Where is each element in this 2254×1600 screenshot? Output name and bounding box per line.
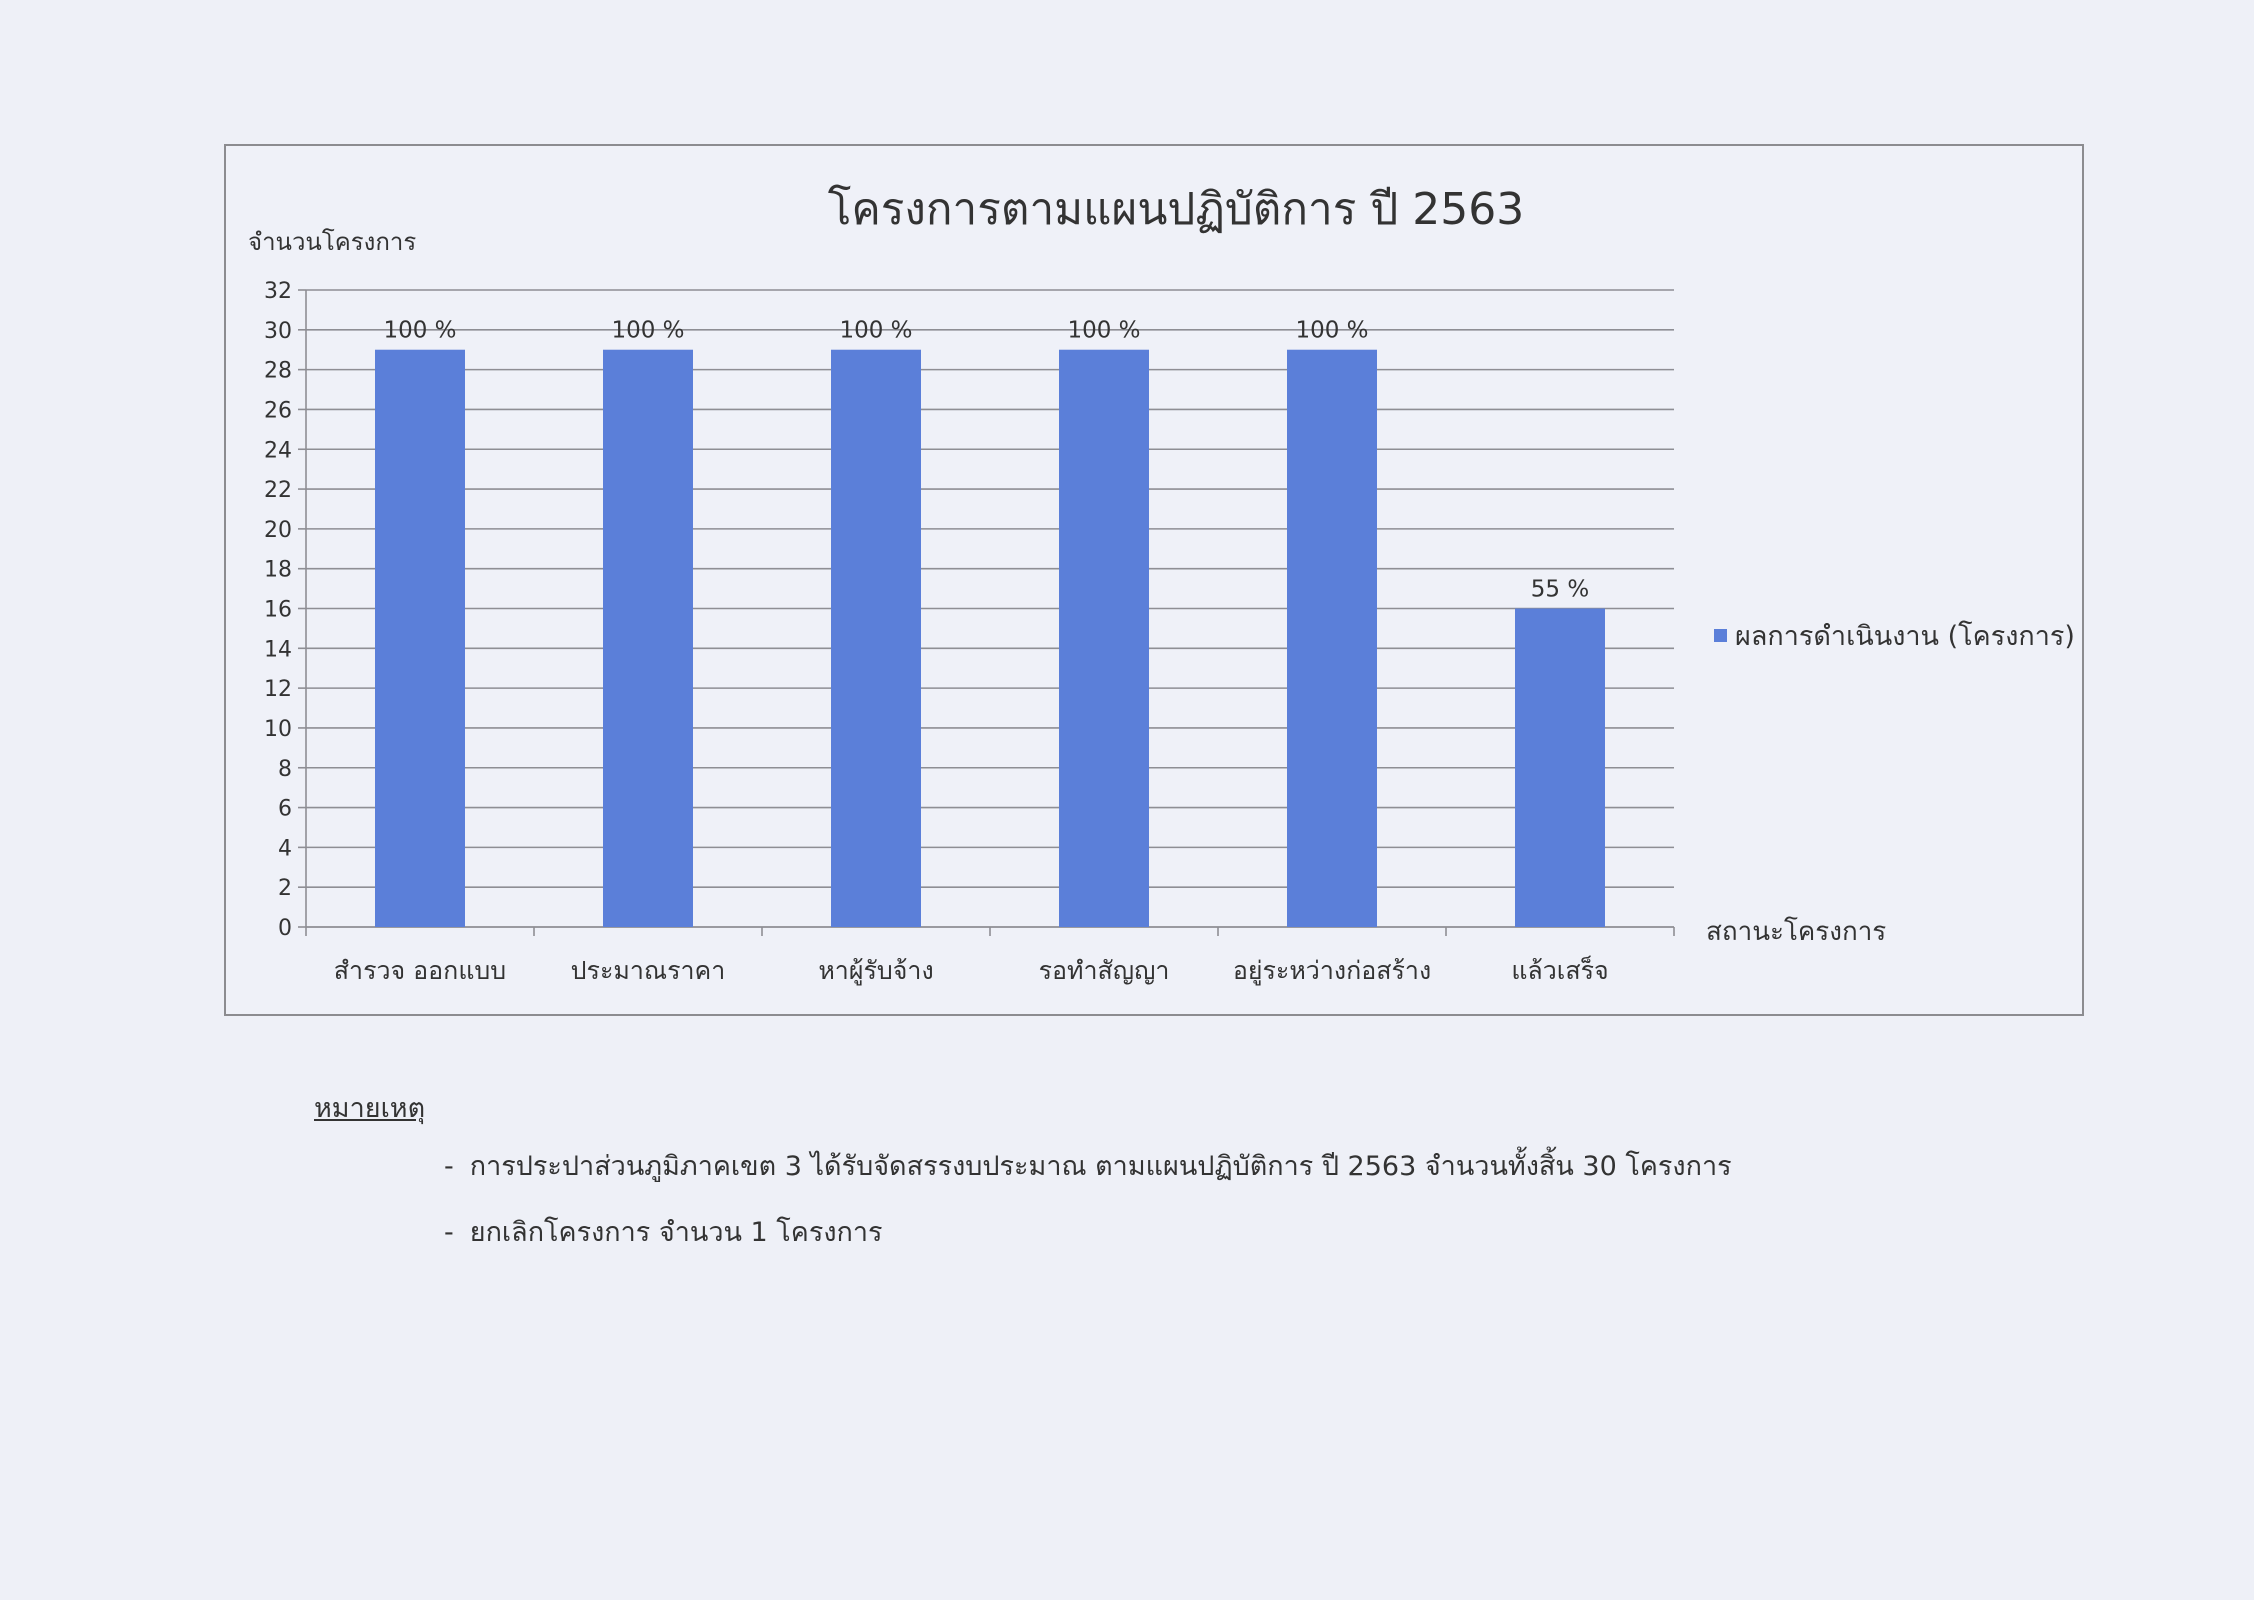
y-tick-label: 4 [278, 836, 292, 862]
data-label: 55 % [1530, 576, 1590, 603]
chart-title: โครงการตามแผนปฏิบัติการ ปี 2563 [827, 184, 1525, 235]
note-item [444, 1144, 1732, 1187]
bar [1287, 350, 1377, 927]
y-tick-label: 30 [264, 318, 292, 344]
y-tick-label: 22 [264, 478, 292, 504]
chart-legend [1714, 614, 2075, 657]
data-label: 100 % [1295, 317, 1369, 344]
y-tick-label: 14 [264, 637, 292, 663]
note-text: การประปาส่วนภูมิภาคเขต 3 ได้รับจัดสรรงบประมาณ ตามแผนปฏิบัติการ ปี 2563 จำนวนทั้งสิ้น 30 โครงการ [469, 1151, 1732, 1182]
data-label: 100 % [1067, 317, 1141, 344]
x-category-label: ประมาณราคา [570, 956, 726, 985]
y-axis-title: จำนวนโครงการ [248, 228, 417, 256]
bar [1515, 609, 1605, 928]
y-tick-label: 28 [264, 358, 292, 384]
y-tick-label: 24 [264, 438, 292, 464]
y-tick-label: 10 [264, 716, 292, 742]
y-tick-label: 2 [278, 876, 292, 902]
legend-swatch [1714, 629, 1727, 642]
x-category-label: รอทำสัญญา [1038, 956, 1170, 985]
note-bullet: - [444, 1217, 454, 1248]
bar [603, 350, 693, 927]
bar [831, 350, 921, 927]
y-tick-label: 12 [264, 677, 292, 703]
x-category-label: หาผู้รับจ้าง [818, 956, 934, 985]
bar [375, 350, 465, 927]
y-tick-label: 18 [264, 557, 292, 583]
x-category-label: แล้วเสร็จ [1511, 956, 1609, 985]
data-label: 100 % [383, 317, 457, 344]
y-tick-label: 8 [278, 756, 292, 782]
y-tick-label: 6 [278, 796, 292, 822]
y-tick-label: 0 [278, 916, 292, 941]
y-tick-label: 26 [264, 398, 292, 424]
y-tick-label: 16 [264, 597, 292, 623]
data-label: 100 % [839, 317, 913, 344]
notes-title: หมายเหตุ [314, 1093, 426, 1124]
bar [1059, 350, 1149, 927]
note-bullet: - [444, 1151, 454, 1182]
y-tick-label: 20 [264, 517, 292, 543]
note-text: ยกเลิกโครงการ จำนวน 1 โครงการ [469, 1217, 883, 1248]
y-tick-label: 32 [264, 279, 292, 304]
x-axis-title: สถานะโครงการ [1706, 917, 1887, 947]
x-category-label: สำรวจ ออกแบบ [333, 956, 507, 985]
chart-container [224, 144, 2084, 1016]
note-item [444, 1210, 883, 1253]
data-label: 100 % [611, 317, 685, 344]
notes-section [314, 1086, 1732, 1248]
x-category-label: อยู่ระหว่างก่อสร้าง [1232, 956, 1432, 985]
legend-label: ผลการดำเนินงาน (โครงการ) [1735, 621, 2075, 652]
bar-chart-plot [226, 146, 2082, 1014]
